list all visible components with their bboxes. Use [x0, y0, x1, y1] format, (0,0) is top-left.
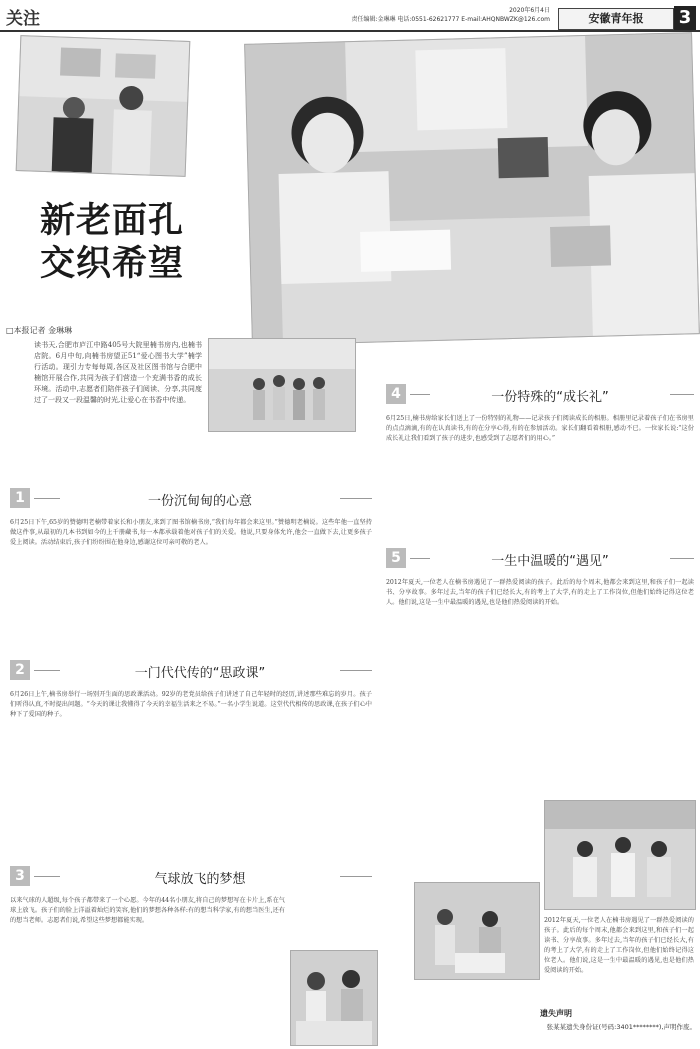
section-3-number: 3: [10, 866, 30, 886]
section-1-number: 1: [10, 488, 30, 508]
section-1-title: 一份沉甸甸的心意: [60, 490, 340, 509]
section-5-text: 2012年夏天,一位老人在楠书房遇见了一群热爱阅读的孩子。此后的每个周末,他都会来到这里,和孩子们一起读书、分享故事。多年过去,当年的孩子们已经长大,有的考上了大学,有的走上了工作岗位,但他们始终记得这位老人。他们说,这是一生中最温暖的遇见,也是他们热爱阅读的开始。: [386, 579, 694, 606]
header-rule: [0, 30, 700, 32]
notice-title: 遗失声明: [540, 1009, 572, 1018]
header-meta: [300, 6, 550, 24]
photo-volunteer-elder: [16, 35, 191, 177]
bottom-right-text: [544, 916, 694, 1000]
issue-date: 2020年6月4日: [509, 7, 550, 14]
section-5-continued: 2012年夏天,一位老人在楠书房遇见了一群热爱阅读的孩子。此后的每个周末,他都会来到这里,和孩子们一起读书、分享故事。多年过去,当年的孩子们已经长大,有的考上了大学,有的走上了工作岗位,但他们始终记得这位老人。他们说,这是一生中最温暖的遇见,也是他们热爱阅读的开始。: [544, 917, 694, 974]
section-4-text: 6月25日,楠书房给家长们送上了一份特别的礼物——记录孩子们阅读成长的相册。相册里记录着孩子们在书房里的点点滴滴,有的在认真读书,有的在分享心得,有的在参加活动。家长们翻看着相册,感动不已。一位家长说:“这份成长礼让我们看到了孩子的进步,也感受到了志愿者们的用心。”: [386, 415, 694, 442]
photo-girl-reading: [244, 32, 700, 346]
page-number: 3: [674, 6, 696, 30]
section-4-title: 一份特殊的“成长礼”: [430, 386, 670, 405]
newspaper-masthead: 安徽青年报: [558, 8, 674, 30]
section-2-text: 6月26日上午,楠书房举行一场别开生面的思政课活动。92岁的老党员给孩子们讲述了自己年轻时的经历,讲述那些难忘的岁月。孩子们听得认真,不时提出问题。“今天的课让我懂得了今天的幸福生活来之不易。”一名小学生说道。这堂代代相传的思政课,在孩子们心中种下了爱国的种子。: [10, 691, 372, 718]
intro-paragraph: 读书天,合肥市庐江中路405号大院里楠书房内,也楠书店院。6月中旬,向楠书房望正51“爱心图书大学”楠学行活动。现引力专每每周,各区及社区图书馆与合肥中楠馆开展合作,共同为孩子们营造一个充满书香的成长环境。活动中,志愿者们陪伴孩子们阅读、分享,共同度过了一段又一段温馨的时光,让爱心在书香中传递。: [34, 341, 202, 404]
byline: □本报记者 金琳琳: [6, 326, 73, 335]
section-4-number: 4: [386, 384, 406, 404]
headline-line-2: 交织希望: [40, 244, 185, 284]
article-headline: [40, 200, 230, 286]
photo-balloon-event: [290, 950, 378, 1046]
section-1-text: 6月25日下午,65岁的赞德明老楠带着家长和小朋友,来到了图书馆楠书房,“我们每年都会来这里。”赞德明老楠说。这些年他一直坚持做这件事,从最初的几本书到如今的上千册藏书,每一本都承载着他对孩子们的关爱。他说,只要身体允许,他会一直做下去,让更多孩子爱上阅读。活动结束后,孩子们纷纷围在他身边,感谢这位可亲可敬的老人。: [10, 519, 372, 546]
section-3-text: 以来气球的人超级,每个孩子都带来了一个心愿。今年的44名小朋友,将自己的梦想写在卡片上,系在气球上放飞。孩子们的脸上洋溢着灿烂的笑容,他们的梦想各种各样:有的想当科学家,有的想当医生,还有的想当老师。志愿者们说,希望这些梦想都能实现。: [10, 897, 285, 924]
notice-text: 张某某遗失身份证(号码:3401********),声明作废。: [546, 1023, 696, 1031]
photo-reading-group: [414, 882, 540, 980]
section-5-number: 5: [386, 548, 406, 568]
section-3-title: 气球放飞的梦想: [60, 868, 340, 887]
section-kicker: 关注: [6, 9, 40, 29]
section-2-number: 2: [10, 660, 30, 680]
headline-line-1: 新老面孔: [40, 201, 185, 241]
section-2-title: 一门代代传的“思政课”: [60, 662, 340, 681]
section-5-title: 一生中温暖的“遇见”: [430, 550, 670, 569]
photo-children-certificates: [544, 800, 696, 910]
editor-contact: 责任编辑:金琳琳 电话:0551-62621777 E-mail:AHQNBWZK@126.com: [351, 16, 550, 23]
photo-group-children: [208, 338, 356, 432]
